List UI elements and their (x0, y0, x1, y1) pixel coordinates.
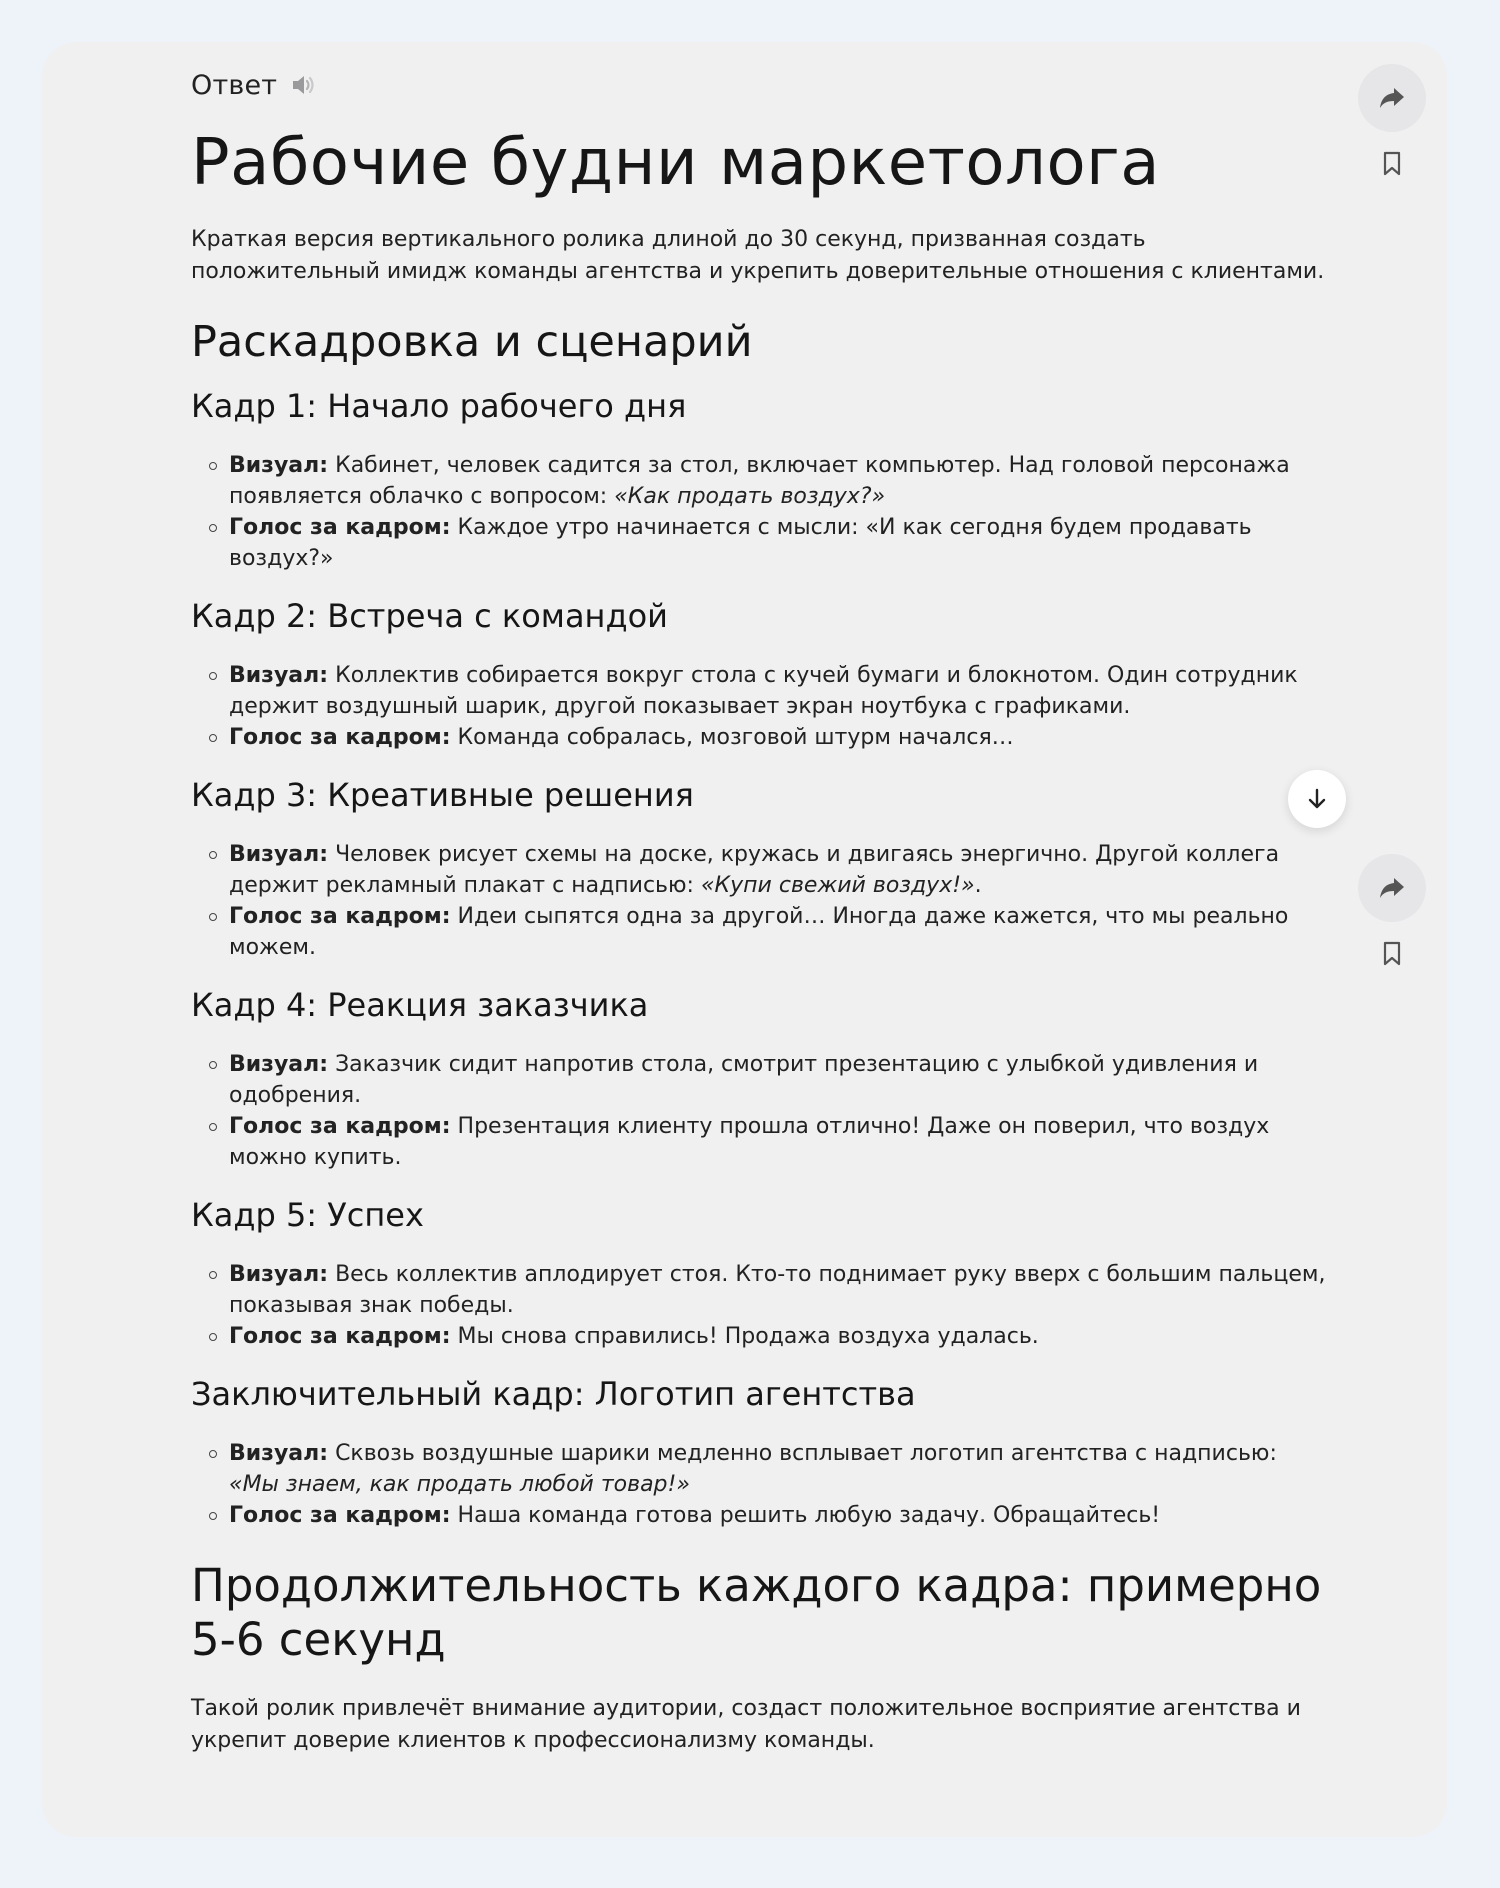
speaker-icon[interactable] (289, 70, 319, 100)
frame-title: Кадр 2: Встреча с командой (191, 597, 668, 635)
voice-text: Идеи сыпятся одна за другой… Иногда даже кажется, что мы реально можем. (229, 904, 1289, 960)
visual-quote: «Купи свежий воздух!» (700, 873, 975, 898)
frame-list (191, 1438, 1331, 1531)
frame-title: Кадр 1: Начало рабочего дня (191, 387, 687, 425)
visual-label: Визуал: (229, 1262, 329, 1287)
bookmark-button-secondary[interactable] (1372, 934, 1412, 974)
visual-text: Заказчик сидит напротив стола, смотрит презентацию с улыбкой удивления и одобрения. (229, 1052, 1259, 1108)
section-title: Раскадровка и сценарий (191, 317, 753, 367)
visual-label: Визуал: (229, 1052, 329, 1077)
list-item-voice (229, 512, 1331, 574)
scroll-down-button[interactable] (1288, 770, 1346, 828)
voice-text: Каждое утро начинается с мысли: «И как сегодня будем продавать воздух?» (229, 515, 1252, 571)
arrow-down-icon (1306, 787, 1328, 811)
visual-text: Сквозь воздушные шарики медленно всплывает логотип агентства с надписью: (328, 1441, 1277, 1466)
voice-text: Команда собралась, мозговой штурм начался… (450, 725, 1014, 750)
visual-tail: . (974, 873, 982, 898)
visual-text: Человек рисует схемы на доске, кружась и двигаясь энергично. Другой коллега держит рекламный плакат с надписью: (229, 842, 1280, 898)
visual-label: Визуал: (229, 453, 329, 478)
visual-label: Визуал: (229, 1441, 329, 1466)
frame-title: Заключительный кадр: Логотип агентства (191, 1375, 916, 1413)
list-item-voice (229, 901, 1331, 963)
frame-block-final (191, 1372, 1331, 1531)
share-button[interactable] (1358, 64, 1426, 132)
frame-list (191, 1049, 1331, 1173)
answer-label: Ответ (191, 69, 278, 101)
frame-title: Кадр 3: Креативные решения (191, 776, 694, 814)
visual-quote: «Мы знаем, как продать любой товар!» (229, 1472, 690, 1497)
list-item-visual (229, 660, 1331, 722)
duration-title: Продолжительность каждого кадра: примерно 5-6 секунд (191, 1559, 1322, 1666)
list-item-voice (229, 1111, 1331, 1173)
voice-label: Голос за кадром: (229, 725, 451, 750)
frame-block-5 (191, 1193, 1331, 1352)
voice-label: Голос за кадром: (229, 515, 451, 540)
list-item-visual (229, 450, 1331, 512)
answer-header (191, 66, 1331, 104)
voice-text: Презентация клиенту прошла отлично! Даже он поверил, что воздух можно купить. (229, 1114, 1270, 1170)
voice-label: Голос за кадром: (229, 1503, 451, 1528)
list-item-visual (229, 1259, 1331, 1321)
voice-label: Голос за кадром: (229, 1324, 451, 1349)
answer-card (42, 42, 1447, 1837)
list-item-voice (229, 722, 1331, 753)
visual-text: Коллектив собирается вокруг стола с кучей бумаги и блокнотом. Один сотрудник держит воздушный шарик, другой показывает экран ноутбука с графиками. (229, 663, 1298, 719)
list-item-voice (229, 1321, 1331, 1352)
share-arrow-icon (1378, 86, 1406, 110)
frame-block-1 (191, 384, 1331, 574)
bookmark-icon (1381, 941, 1403, 967)
visual-label: Визуал: (229, 842, 329, 867)
frame-block-2 (191, 594, 1331, 753)
frame-title: Кадр 5: Успех (191, 1196, 424, 1234)
frame-list (191, 839, 1331, 963)
answer-content (191, 66, 1331, 1757)
frame-block-3 (191, 773, 1331, 963)
frame-list (191, 1259, 1331, 1352)
article-intro: Краткая версия вертикального ролика длиной до 30 секунд, призванная создать положительный имидж команды агентства и укрепить доверительные отношения с клиентами. (191, 227, 1325, 284)
frame-list (191, 450, 1331, 574)
voice-text: Наша команда готова решить любую задачу. Обращайтесь! (450, 1503, 1161, 1528)
bookmark-icon (1381, 151, 1403, 177)
share-arrow-icon (1378, 876, 1406, 900)
article-title: Рабочие будни маркетолога (191, 126, 1160, 200)
list-item-voice (229, 1500, 1331, 1531)
visual-text: Весь коллектив аплодирует стоя. Кто-то поднимает руку вверх с большим пальцем, показывая знак победы. (229, 1262, 1326, 1318)
share-button-secondary[interactable] (1358, 854, 1426, 922)
bookmark-button[interactable] (1372, 144, 1412, 184)
voice-label: Голос за кадром: (229, 1114, 451, 1139)
list-item-visual (229, 1049, 1331, 1111)
voice-label: Голос за кадром: (229, 904, 451, 929)
voice-text: Мы снова справились! Продажа воздуха удалась. (450, 1324, 1039, 1349)
visual-text: Кабинет, человек садится за стол, включает компьютер. Над головой персонажа появляется облачко с вопросом: (229, 453, 1290, 509)
visual-label: Визуал: (229, 663, 329, 688)
frame-block-4 (191, 983, 1331, 1173)
list-item-visual (229, 839, 1331, 901)
list-item-visual (229, 1438, 1331, 1500)
article-outro: Такой ролик привлечёт внимание аудитории, создаст положительное восприятие агентства и укрепит доверие клиентов к профессионализму команды. (191, 1696, 1301, 1753)
frame-title: Кадр 4: Реакция заказчика (191, 986, 649, 1024)
frame-list (191, 660, 1331, 753)
visual-quote: «Как продать воздух?» (614, 484, 886, 509)
